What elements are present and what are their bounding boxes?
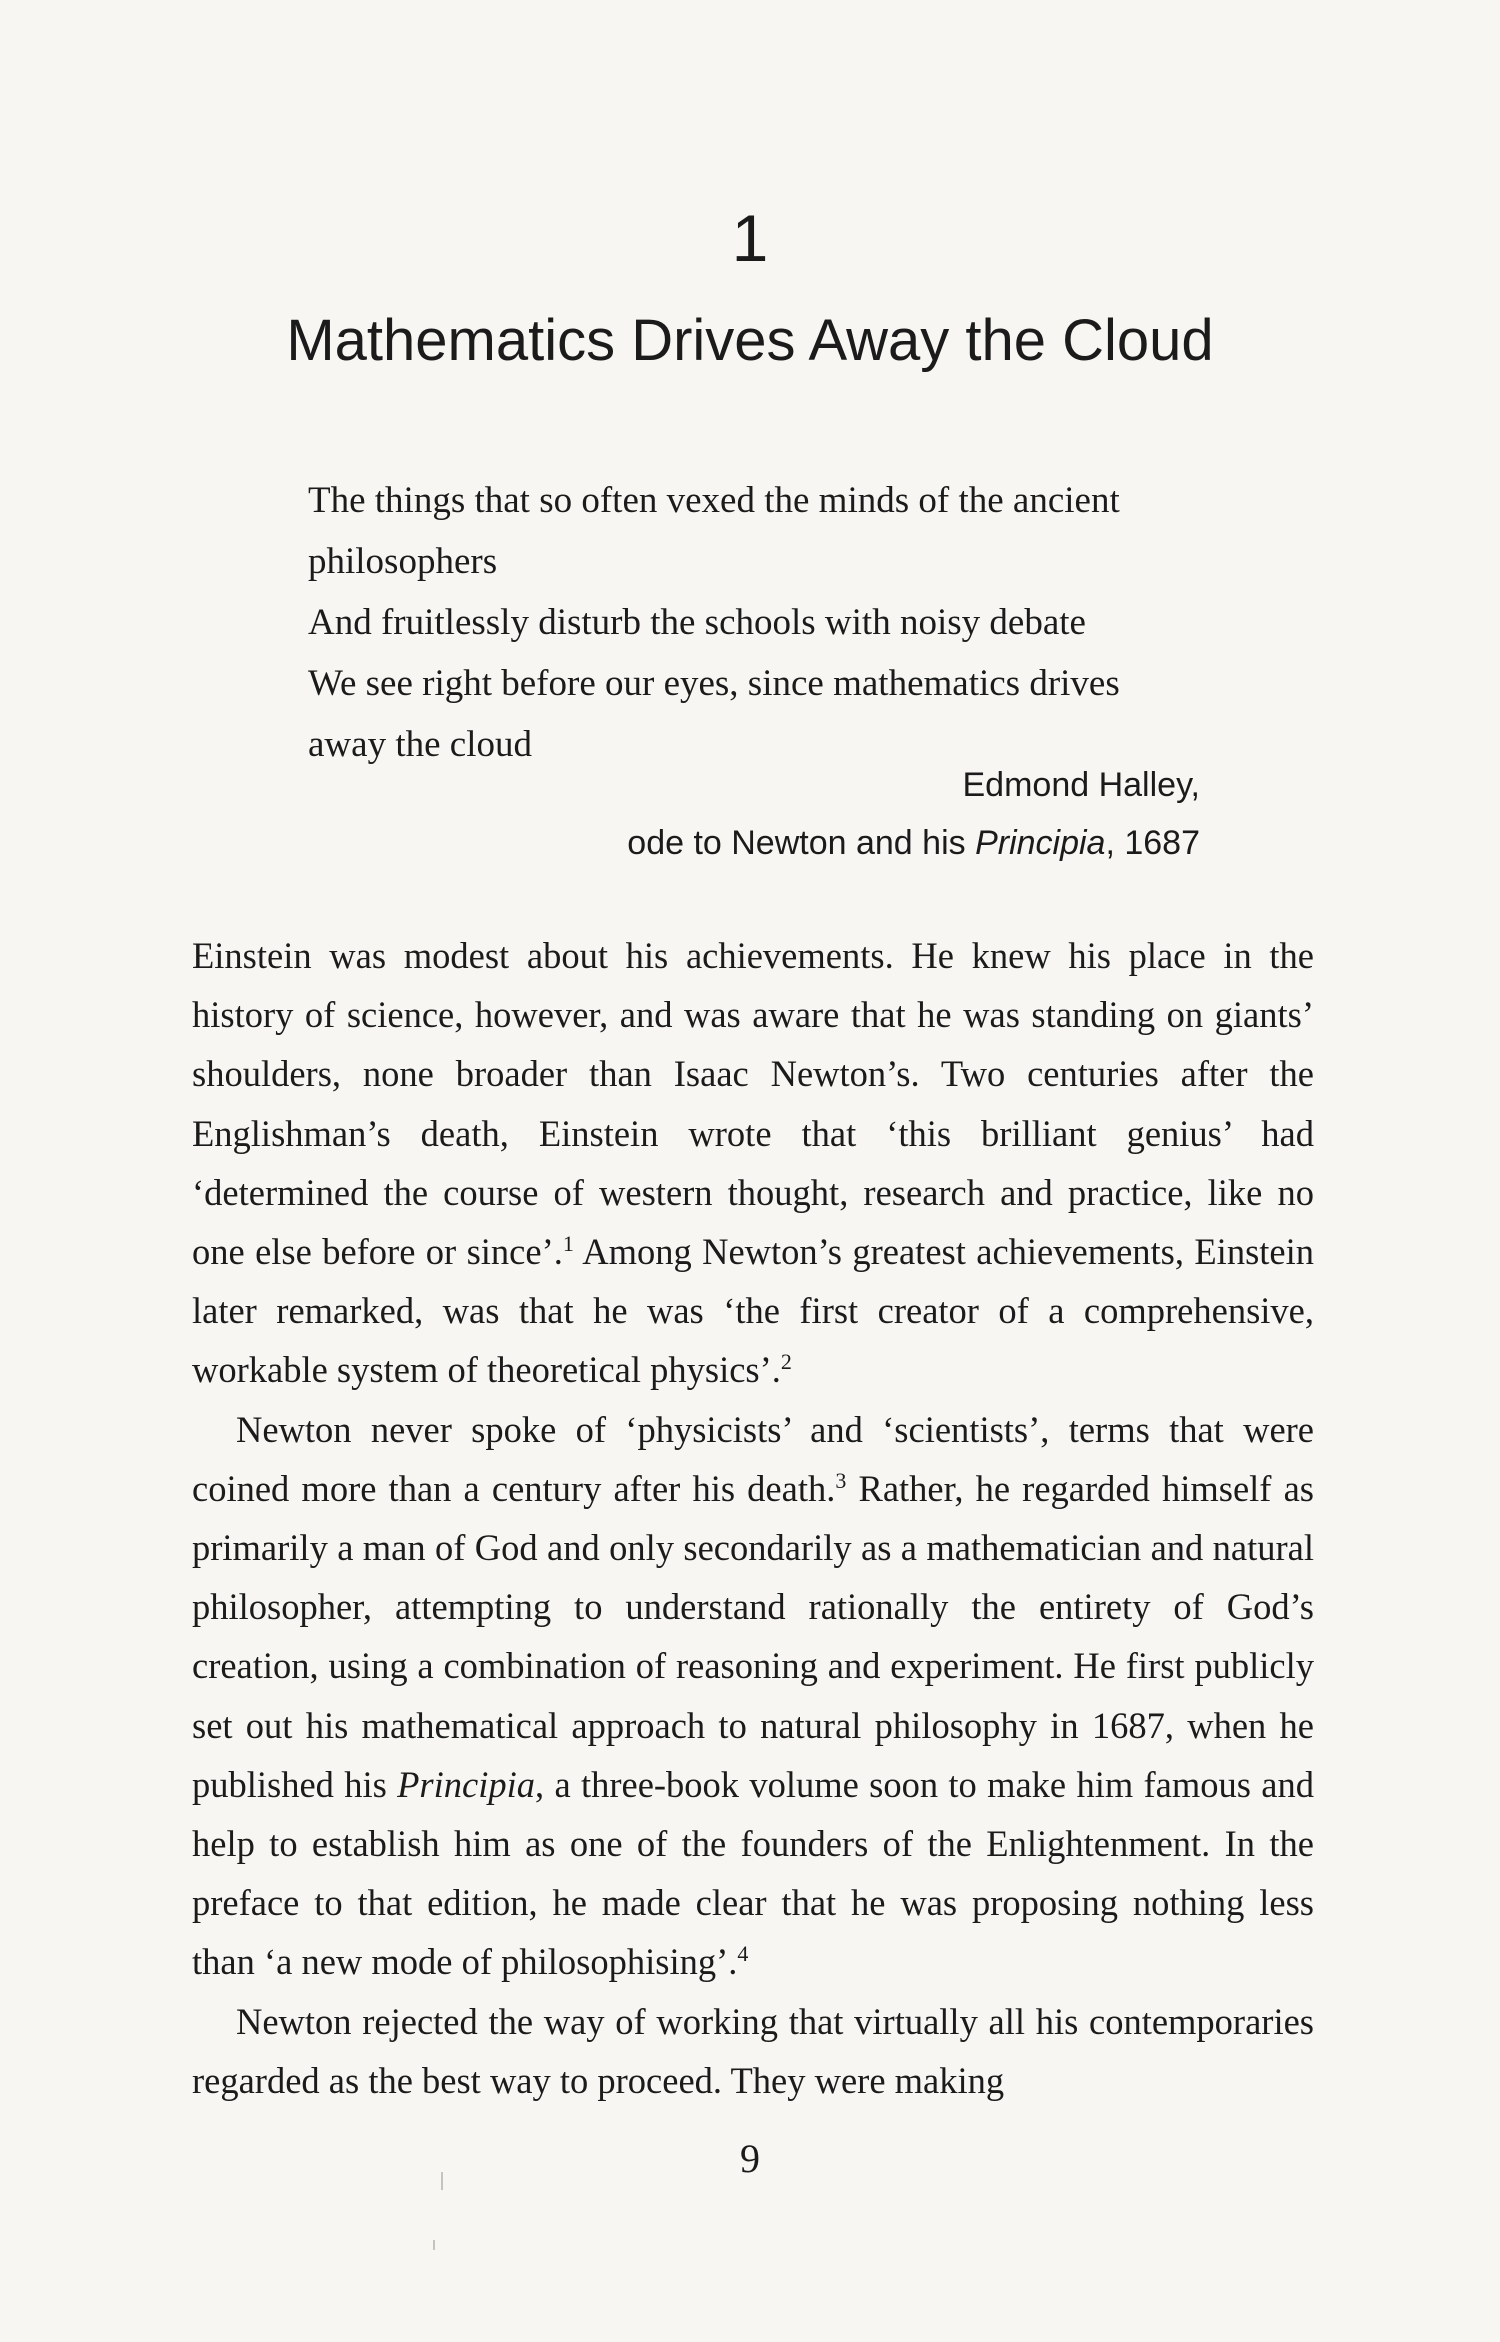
body-text: [192, 926, 1314, 2110]
epigraph-author: Edmond Halley,: [962, 766, 1200, 804]
paragraph-text: Among Newton’s greatest achievements, Einstein later remarked, was that he was ‘the first creator of a comprehensive, workable system of theoretical physics’.: [192, 1231, 1315, 1391]
scan-speck: [441, 2172, 443, 2190]
paragraph-text: Newton rejected the way of working that virtually all his contemporaries regarded as the best way to proceed. They were making: [192, 2000, 1314, 2101]
epigraph-line: philosophers: [308, 541, 498, 582]
chapter-title: Mathematics Drives Away the Cloud: [286, 308, 1214, 373]
work-title: Principia: [397, 1763, 536, 1805]
epigraph-line: And fruitlessly disturb the schools with noisy debate: [308, 602, 1086, 643]
epigraph-attribution: [300, 756, 1200, 872]
epigraph-line: The things that so often vexed the minds of the ancient: [308, 480, 1120, 521]
footnote-ref: 3: [835, 1467, 847, 1493]
footnote-ref: 4: [737, 1941, 749, 1967]
page-number: 9: [740, 2136, 760, 2181]
epigraph-source-prefix: ode to Newton and his: [627, 824, 976, 862]
paragraph-text: Einstein was modest about his achievements. He knew his place in the history of science, however, and was aware that he was standing on giants’ shoulders, none broader than Isaac Newton’s. Two centuries after the Englishman’s death, Einstein wrote that ‘this brilliant genius’ had ‘determined the course of western thought, research and practice, like no one else before or since’.: [192, 935, 1314, 1273]
paragraph-2: [192, 1400, 1314, 1992]
paragraph-text: Newton never spoke of ‘physicists’ and ‘scientists’, terms that were coined more than a century after his death.: [192, 1408, 1314, 1509]
epigraph-line: We see right before our eyes, since mathematics drives: [308, 663, 1120, 704]
epigraph-source-work: Principia: [975, 824, 1106, 862]
footnote-ref: 1: [562, 1230, 574, 1256]
scan-speck: [433, 2240, 435, 2250]
paragraph-text: , a three-book volume soon to make him famous and help to establish him as one of the founders of the Enlightenment. In the preface to that edition, he made clear that he was proposing nothing less than ‘a new mode of philosophising’.: [192, 1763, 1314, 1983]
epigraph: [308, 470, 1208, 775]
footnote-ref: 2: [780, 1349, 792, 1375]
paragraph-text: Rather, he regarded himself as primarily a man of God and only secondarily as a mathematician and natural philosopher, attempting to understand rationally the entirety of God’s creation, using a combination of reasoning and experiment. He first publicly set out his mathematical approach to natural philosophy in 1687, when he published his: [192, 1467, 1314, 1805]
paragraph-1: [192, 926, 1314, 1400]
epigraph-source: [300, 814, 1200, 872]
chapter-number: 1: [731, 201, 769, 275]
epigraph-source-year: , 1687: [1105, 824, 1200, 862]
epigraph-line: away the cloud: [308, 724, 532, 765]
paragraph-3: [192, 1992, 1314, 2110]
